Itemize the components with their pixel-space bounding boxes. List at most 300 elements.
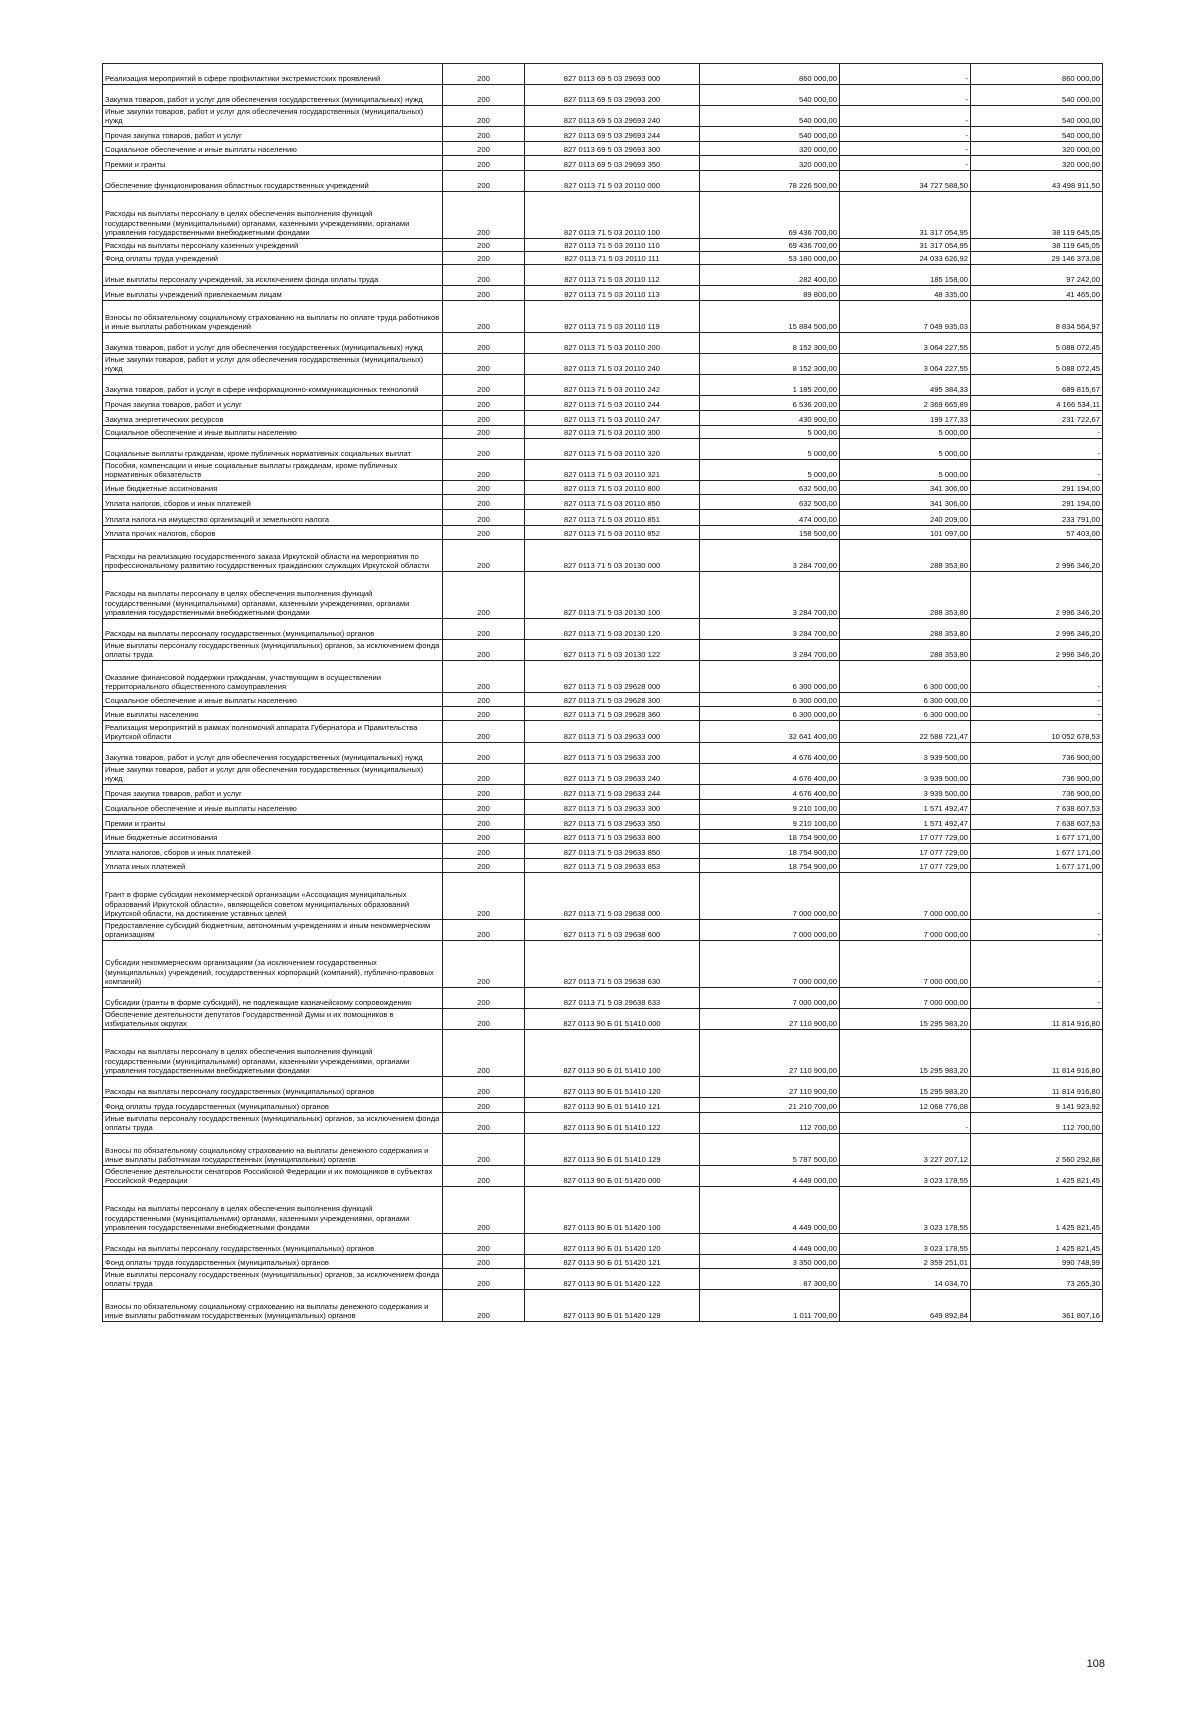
row-line-code: 200 (443, 439, 525, 460)
row-executed-amount: 31 317 054,95 (840, 239, 971, 252)
row-line-code: 200 (443, 764, 525, 785)
row-classification-code: 827 0113 71 5 03 29638 630 (525, 941, 700, 988)
row-executed-amount: 2 369 665,89 (840, 396, 971, 411)
row-line-code: 200 (443, 460, 525, 481)
row-classification-code: 827 0113 71 5 03 29633 800 (525, 830, 700, 844)
row-executed-amount: 3 939 500,00 (840, 743, 971, 764)
budget-table-body (103, 64, 1103, 1322)
row-executed-amount: 7 000 000,00 (840, 873, 971, 920)
row-unexecuted-amount: 291 194,00 (971, 481, 1103, 495)
row-approved-amount: 69 436 700,00 (700, 192, 840, 239)
row-classification-code: 827 0113 71 5 03 20110 244 (525, 396, 700, 411)
row-classification-code: 827 0113 71 5 03 29628 300 (525, 693, 700, 707)
row-unexecuted-amount: 291 194,00 (971, 495, 1103, 510)
row-name: Иные выплаты персоналу государственных (муниципальных) органов, за исключением фонда оплаты труда (103, 640, 443, 661)
row-classification-code: 827 0113 71 5 03 29633 244 (525, 785, 700, 800)
row-unexecuted-amount: 57 403,00 (971, 526, 1103, 540)
row-name: Реализация мероприятий в сфере профилактики экстремистских проявлений (103, 64, 443, 85)
row-name: Расходы на выплаты персоналу в целях обеспечения выполнения функций государственными (муниципальными) органами, казенными учреждениями, органами управления государственными внебюджетными фондами (103, 572, 443, 619)
row-approved-amount: 860 000,00 (700, 64, 840, 85)
row-line-code: 200 (443, 540, 525, 572)
row-executed-amount: - (840, 156, 971, 171)
row-unexecuted-amount: - (971, 693, 1103, 707)
row-executed-amount: - (840, 85, 971, 106)
row-executed-amount: 495 384,33 (840, 375, 971, 396)
row-unexecuted-amount: 231 722,67 (971, 411, 1103, 426)
row-line-code: 200 (443, 1113, 525, 1134)
row-name: Фонд оплаты труда государственных (муниципальных) органов (103, 1255, 443, 1269)
row-name: Уплата налогов, сборов и иных платежей (103, 495, 443, 510)
row-classification-code: 827 0113 90 Б 01 51420 000 (525, 1166, 700, 1187)
row-name: Расходы на выплаты персоналу государственных (муниципальных) органов (103, 1077, 443, 1098)
row-unexecuted-amount: - (971, 460, 1103, 481)
row-classification-code: 827 0113 71 5 03 29633 850 (525, 844, 700, 859)
row-executed-amount: 14 034,70 (840, 1269, 971, 1290)
row-name: Закупка энергетических ресурсов (103, 411, 443, 426)
row-executed-amount: - (840, 142, 971, 156)
row-line-code: 200 (443, 64, 525, 85)
row-classification-code: 827 0113 90 Б 01 51420 122 (525, 1269, 700, 1290)
row-classification-code: 827 0113 71 5 03 29633 350 (525, 815, 700, 830)
row-classification-code: 827 0113 90 Б 01 51410 100 (525, 1030, 700, 1077)
row-approved-amount: 7 000 000,00 (700, 873, 840, 920)
row-line-code: 200 (443, 106, 525, 127)
row-unexecuted-amount: 540 000,00 (971, 106, 1103, 127)
row-classification-code: 827 0113 90 Б 01 51410 121 (525, 1098, 700, 1113)
row-line-code: 200 (443, 510, 525, 526)
row-unexecuted-amount: - (971, 941, 1103, 988)
table-row (103, 1134, 1103, 1166)
row-classification-code: 827 0113 71 5 03 20110 119 (525, 301, 700, 333)
table-row (103, 1098, 1103, 1113)
row-unexecuted-amount: 2 996 346,20 (971, 619, 1103, 640)
row-unexecuted-amount: 11 814 916,80 (971, 1009, 1103, 1030)
row-approved-amount: 5 000,00 (700, 426, 840, 439)
table-row (103, 873, 1103, 920)
row-unexecuted-amount: 7 638 607,53 (971, 800, 1103, 815)
row-line-code: 200 (443, 859, 525, 873)
row-executed-amount: 17 077 729,00 (840, 830, 971, 844)
table-row (103, 439, 1103, 460)
row-approved-amount: 18 754 900,00 (700, 844, 840, 859)
row-classification-code: 827 0113 71 5 03 20110 113 (525, 286, 700, 301)
table-row (103, 495, 1103, 510)
row-executed-amount: 7 000 000,00 (840, 988, 971, 1009)
row-line-code: 200 (443, 286, 525, 301)
row-classification-code: 827 0113 71 5 03 20110 000 (525, 171, 700, 192)
row-classification-code: 827 0113 90 Б 01 51420 129 (525, 1290, 700, 1322)
row-line-code: 200 (443, 1234, 525, 1255)
row-executed-amount: 6 300 000,00 (840, 693, 971, 707)
row-line-code: 200 (443, 1255, 525, 1269)
row-unexecuted-amount: 2 560 292,88 (971, 1134, 1103, 1166)
row-classification-code: 827 0113 71 5 03 20110 240 (525, 354, 700, 375)
table-row (103, 941, 1103, 988)
row-name: Иные закупки товаров, работ и услуг для обеспечения государственных (муниципальных) нужд (103, 106, 443, 127)
row-approved-amount: 21 210 700,00 (700, 1098, 840, 1113)
row-classification-code: 827 0113 69 5 03 29693 244 (525, 127, 700, 142)
row-executed-amount: 15 295 983,20 (840, 1009, 971, 1030)
table-row (103, 286, 1103, 301)
row-executed-amount: 31 317 054,95 (840, 192, 971, 239)
row-unexecuted-amount: 2 996 346,20 (971, 640, 1103, 661)
row-classification-code: 827 0113 71 5 03 20110 111 (525, 252, 700, 265)
row-executed-amount: 7 000 000,00 (840, 941, 971, 988)
row-classification-code: 827 0113 71 5 03 29633 000 (525, 721, 700, 743)
row-unexecuted-amount: - (971, 873, 1103, 920)
row-classification-code: 827 0113 71 5 03 20110 300 (525, 426, 700, 439)
table-row (103, 844, 1103, 859)
row-approved-amount: 5 000,00 (700, 439, 840, 460)
row-line-code: 200 (443, 619, 525, 640)
row-approved-amount: 32 641 400,00 (700, 721, 840, 743)
row-line-code: 200 (443, 171, 525, 192)
row-approved-amount: 87 300,00 (700, 1269, 840, 1290)
row-line-code: 200 (443, 941, 525, 988)
row-approved-amount: 320 000,00 (700, 156, 840, 171)
row-approved-amount: 18 754 900,00 (700, 830, 840, 844)
row-line-code: 200 (443, 192, 525, 239)
row-unexecuted-amount: 2 996 346,20 (971, 572, 1103, 619)
row-name: Грант в форме субсидии некоммерческой организации «Ассоциация муниципальных образований Иркутской области», являющейся советом муниципальных образований Иркутской области, на достижение уставных целей (103, 873, 443, 920)
row-unexecuted-amount: 1 677 171,00 (971, 859, 1103, 873)
row-approved-amount: 632 500,00 (700, 481, 840, 495)
row-line-code: 200 (443, 721, 525, 743)
row-unexecuted-amount: 233 791,00 (971, 510, 1103, 526)
row-unexecuted-amount: 990 748,99 (971, 1255, 1103, 1269)
row-name: Расходы на выплаты персоналу государственных (муниципальных) органов (103, 619, 443, 640)
row-line-code: 200 (443, 815, 525, 830)
row-unexecuted-amount: 1 677 171,00 (971, 844, 1103, 859)
row-approved-amount: 4 449 000,00 (700, 1166, 840, 1187)
row-executed-amount: 288 353,80 (840, 572, 971, 619)
row-classification-code: 827 0113 71 5 03 29628 000 (525, 661, 700, 693)
row-name: Иные бюджетные ассигнования (103, 830, 443, 844)
row-line-code: 200 (443, 1098, 525, 1113)
row-line-code: 200 (443, 1269, 525, 1290)
row-name: Уплата прочих налогов, сборов (103, 526, 443, 540)
row-name: Прочая закупка товаров, работ и услуг (103, 127, 443, 142)
row-executed-amount: 3 064 227,55 (840, 354, 971, 375)
table-row (103, 64, 1103, 85)
row-classification-code: 827 0113 71 5 03 20110 321 (525, 460, 700, 481)
row-classification-code: 827 0113 71 5 03 29628 360 (525, 707, 700, 721)
row-executed-amount: - (840, 127, 971, 142)
row-approved-amount: 320 000,00 (700, 142, 840, 156)
row-classification-code: 827 0113 90 Б 01 51410 000 (525, 1009, 700, 1030)
row-name: Расходы на выплаты персоналу в целях обеспечения выполнения функций государственными (муниципальными) органами, казенными учреждениями, органами управления государственными внебюджетными фондами (103, 192, 443, 239)
row-name: Премии и гранты (103, 815, 443, 830)
row-approved-amount: 430 900,00 (700, 411, 840, 426)
row-unexecuted-amount: 4 166 534,11 (971, 396, 1103, 411)
row-approved-amount: 5 787 500,00 (700, 1134, 840, 1166)
row-name: Расходы на выплаты персоналу казенных учреждений (103, 239, 443, 252)
row-unexecuted-amount: 11 814 916,80 (971, 1030, 1103, 1077)
row-name: Прочая закупка товаров, работ и услуг (103, 396, 443, 411)
row-line-code: 200 (443, 156, 525, 171)
row-executed-amount: 1 571 492,47 (840, 800, 971, 815)
row-classification-code: 827 0113 71 5 03 20110 851 (525, 510, 700, 526)
row-classification-code: 827 0113 71 5 03 29633 300 (525, 800, 700, 815)
row-line-code: 200 (443, 844, 525, 859)
row-name: Расходы на выплаты персоналу в целях обеспечения выполнения функций государственными (муниципальными) органами, казенными учреждениями, органами управления государственными внебюджетными фондами (103, 1030, 443, 1077)
row-classification-code: 827 0113 71 5 03 20110 100 (525, 192, 700, 239)
row-executed-amount: 3 023 178,55 (840, 1187, 971, 1234)
row-unexecuted-amount: 320 000,00 (971, 142, 1103, 156)
row-name: Обеспечение функционирования областных государственных учреждений (103, 171, 443, 192)
table-row (103, 920, 1103, 941)
row-executed-amount: 48 335,00 (840, 286, 971, 301)
row-line-code: 200 (443, 1030, 525, 1077)
row-classification-code: 827 0113 69 5 03 29693 350 (525, 156, 700, 171)
row-executed-amount: - (840, 106, 971, 127)
row-approved-amount: 3 350 000,00 (700, 1255, 840, 1269)
row-name: Иные закупки товаров, работ и услуг для обеспечения государственных (муниципальных) нужд (103, 764, 443, 785)
row-name: Социальные выплаты гражданам, кроме публичных нормативных социальных выплат (103, 439, 443, 460)
row-name: Уплата иных платежей (103, 859, 443, 873)
table-row (103, 127, 1103, 142)
row-executed-amount: 5 000,00 (840, 426, 971, 439)
row-approved-amount: 4 676 400,00 (700, 785, 840, 800)
row-executed-amount: 3 939 500,00 (840, 764, 971, 785)
row-classification-code: 827 0113 71 5 03 20130 100 (525, 572, 700, 619)
table-row (103, 265, 1103, 286)
row-approved-amount: 112 700,00 (700, 1113, 840, 1134)
table-row (103, 988, 1103, 1009)
row-approved-amount: 7 000 000,00 (700, 941, 840, 988)
row-classification-code: 827 0113 71 5 03 20110 852 (525, 526, 700, 540)
row-classification-code: 827 0113 71 5 03 20110 110 (525, 239, 700, 252)
row-name: Обеспечение деятельности сенаторов Российской Федерации и их помощников в субъектах Российской Федерации (103, 1166, 443, 1187)
table-row (103, 1166, 1103, 1187)
row-executed-amount: 6 300 000,00 (840, 707, 971, 721)
table-row (103, 85, 1103, 106)
table-row (103, 800, 1103, 815)
row-executed-amount: 15 295 983,20 (840, 1030, 971, 1077)
row-unexecuted-amount: 112 700,00 (971, 1113, 1103, 1134)
row-executed-amount: 288 353,80 (840, 619, 971, 640)
row-executed-amount: 5 000,00 (840, 439, 971, 460)
row-name: Закупка товаров, работ и услуг в сфере информационно-коммуникационных технологий (103, 375, 443, 396)
row-executed-amount: 17 077 729,00 (840, 859, 971, 873)
table-row (103, 1030, 1103, 1077)
row-line-code: 200 (443, 495, 525, 510)
row-line-code: 200 (443, 301, 525, 333)
row-line-code: 200 (443, 830, 525, 844)
row-unexecuted-amount: 10 052 678,53 (971, 721, 1103, 743)
row-line-code: 200 (443, 333, 525, 354)
row-classification-code: 827 0113 71 5 03 29638 000 (525, 873, 700, 920)
row-name: Взносы по обязательному социальному страхованию на выплаты по оплате труда работников и иные выплаты работникам учреждений (103, 301, 443, 333)
row-classification-code: 827 0113 71 5 03 20110 112 (525, 265, 700, 286)
table-row (103, 510, 1103, 526)
row-classification-code: 827 0113 90 Б 01 51410 129 (525, 1134, 700, 1166)
row-classification-code: 827 0113 71 5 03 20110 850 (525, 495, 700, 510)
row-approved-amount: 3 284 700,00 (700, 540, 840, 572)
row-unexecuted-amount: 540 000,00 (971, 85, 1103, 106)
row-unexecuted-amount: 41 465,00 (971, 286, 1103, 301)
row-executed-amount: 101 097,00 (840, 526, 971, 540)
row-classification-code: 827 0113 90 Б 01 51420 121 (525, 1255, 700, 1269)
row-classification-code: 827 0113 71 5 03 20110 320 (525, 439, 700, 460)
table-row (103, 1290, 1103, 1322)
table-row (103, 1234, 1103, 1255)
row-unexecuted-amount: 689 815,67 (971, 375, 1103, 396)
row-approved-amount: 540 000,00 (700, 85, 840, 106)
row-line-code: 200 (443, 396, 525, 411)
row-approved-amount: 1 011 700,00 (700, 1290, 840, 1322)
row-unexecuted-amount: - (971, 707, 1103, 721)
row-approved-amount: 27 110 900,00 (700, 1077, 840, 1098)
row-executed-amount: 24 033 626,92 (840, 252, 971, 265)
row-executed-amount: 34 727 588,50 (840, 171, 971, 192)
row-name: Субсидии некоммерческим организациям (за исключением государственных (муниципальных) учреждений, государственных корпораций (компаний), публично-правовых компаний) (103, 941, 443, 988)
table-row (103, 1077, 1103, 1098)
table-row (103, 301, 1103, 333)
row-executed-amount: 3 064 227,55 (840, 333, 971, 354)
row-name: Расходы на реализацию государственного заказа Иркутской области на мероприятия по профессиональному развитию государственных гражданских служащих Иркутской области (103, 540, 443, 572)
row-executed-amount: 288 353,80 (840, 540, 971, 572)
row-approved-amount: 4 449 000,00 (700, 1234, 840, 1255)
row-unexecuted-amount: 736 900,00 (971, 764, 1103, 785)
row-classification-code: 827 0113 90 Б 01 51420 100 (525, 1187, 700, 1234)
row-approved-amount: 540 000,00 (700, 106, 840, 127)
row-executed-amount: 3 023 178,55 (840, 1234, 971, 1255)
row-classification-code: 827 0113 90 Б 01 51410 122 (525, 1113, 700, 1134)
row-line-code: 200 (443, 481, 525, 495)
row-classification-code: 827 0113 69 5 03 29693 240 (525, 106, 700, 127)
row-line-code: 200 (443, 572, 525, 619)
row-unexecuted-amount: 736 900,00 (971, 743, 1103, 764)
table-row (103, 426, 1103, 439)
table-row (103, 375, 1103, 396)
row-name: Уплата налога на имущество организаций и земельного налога (103, 510, 443, 526)
row-approved-amount: 6 300 000,00 (700, 707, 840, 721)
row-name: Иные выплаты персоналу государственных (муниципальных) органов, за исключением фонда оплаты труда (103, 1113, 443, 1134)
row-name: Пособия, компенсации и иные социальные выплаты гражданам, кроме публичных нормативных обязательств (103, 460, 443, 481)
row-executed-amount: - (840, 64, 971, 85)
row-unexecuted-amount: 1 425 821,45 (971, 1166, 1103, 1187)
row-approved-amount: 27 110 900,00 (700, 1030, 840, 1077)
table-row (103, 239, 1103, 252)
row-line-code: 200 (443, 1134, 525, 1166)
row-line-code: 200 (443, 743, 525, 764)
table-row (103, 460, 1103, 481)
row-approved-amount: 1 185 200,00 (700, 375, 840, 396)
row-approved-amount: 158 500,00 (700, 526, 840, 540)
table-row (103, 156, 1103, 171)
row-name: Социальное обеспечение и иные выплаты населению (103, 426, 443, 439)
row-unexecuted-amount: 860 000,00 (971, 64, 1103, 85)
row-classification-code: 827 0113 71 5 03 20130 000 (525, 540, 700, 572)
row-unexecuted-amount: 11 814 916,80 (971, 1077, 1103, 1098)
row-unexecuted-amount: 1 677 171,00 (971, 830, 1103, 844)
page-number: 108 (1086, 1658, 1105, 1670)
row-classification-code: 827 0113 71 5 03 20130 120 (525, 619, 700, 640)
row-unexecuted-amount: 361 807,16 (971, 1290, 1103, 1322)
row-line-code: 200 (443, 85, 525, 106)
row-approved-amount: 3 284 700,00 (700, 619, 840, 640)
row-name: Социальное обеспечение и иные выплаты населению (103, 693, 443, 707)
row-classification-code: 827 0113 71 5 03 20110 800 (525, 481, 700, 495)
row-name: Взносы по обязательному социальному страхованию на выплаты денежного содержания и иные выплаты работникам государственных (муниципальных) органов (103, 1134, 443, 1166)
row-classification-code: 827 0113 71 5 03 20110 247 (525, 411, 700, 426)
row-approved-amount: 69 436 700,00 (700, 239, 840, 252)
row-line-code: 200 (443, 426, 525, 439)
row-executed-amount: 1 571 492,47 (840, 815, 971, 830)
row-line-code: 200 (443, 1077, 525, 1098)
row-unexecuted-amount: - (971, 661, 1103, 693)
table-row (103, 526, 1103, 540)
row-classification-code: 827 0113 71 5 03 20110 200 (525, 333, 700, 354)
table-row (103, 721, 1103, 743)
row-unexecuted-amount: - (971, 988, 1103, 1009)
row-classification-code: 827 0113 71 5 03 29633 853 (525, 859, 700, 873)
row-unexecuted-amount: 38 119 645,05 (971, 239, 1103, 252)
row-unexecuted-amount: 5 088 072,45 (971, 333, 1103, 354)
row-executed-amount: 3 023 178,55 (840, 1166, 971, 1187)
row-name: Иные бюджетные ассигнования (103, 481, 443, 495)
row-line-code: 200 (443, 1009, 525, 1030)
row-unexecuted-amount: - (971, 439, 1103, 460)
table-row (103, 396, 1103, 411)
row-approved-amount: 27 110 900,00 (700, 1009, 840, 1030)
table-row (103, 707, 1103, 721)
row-line-code: 200 (443, 127, 525, 142)
table-row (103, 1255, 1103, 1269)
row-approved-amount: 632 500,00 (700, 495, 840, 510)
row-line-code: 200 (443, 375, 525, 396)
row-line-code: 200 (443, 988, 525, 1009)
row-approved-amount: 282 400,00 (700, 265, 840, 286)
table-row (103, 354, 1103, 375)
row-executed-amount: 7 000 000,00 (840, 920, 971, 941)
table-row (103, 1113, 1103, 1134)
row-executed-amount: 3 939 500,00 (840, 785, 971, 800)
table-row (103, 693, 1103, 707)
table-row (103, 619, 1103, 640)
row-executed-amount: 5 000,00 (840, 460, 971, 481)
row-executed-amount: 15 295 983,20 (840, 1077, 971, 1098)
row-classification-code: 827 0113 71 5 03 29633 200 (525, 743, 700, 764)
row-name: Фонд оплаты труда учреждений (103, 252, 443, 265)
row-name: Взносы по обязательному социальному страхованию на выплаты денежного содержания и иные выплаты работникам государственных (муниципальных) органов (103, 1290, 443, 1322)
row-approved-amount: 6 300 000,00 (700, 693, 840, 707)
row-unexecuted-amount: 73 265,30 (971, 1269, 1103, 1290)
row-unexecuted-amount: 43 498 911,50 (971, 171, 1103, 192)
row-name: Реализация мероприятий в рамках полномочий аппарата Губернатора и Правительства Иркутской области (103, 721, 443, 743)
row-executed-amount: 649 892,84 (840, 1290, 971, 1322)
row-name: Субсидии (гранты в форме субсидий), не подлежащие казначейскому сопровождению (103, 988, 443, 1009)
table-row (103, 1187, 1103, 1234)
row-line-code: 200 (443, 239, 525, 252)
table-row (103, 252, 1103, 265)
row-name: Премии и гранты (103, 156, 443, 171)
row-executed-amount: 3 227 207,12 (840, 1134, 971, 1166)
row-approved-amount: 5 000,00 (700, 460, 840, 481)
row-approved-amount: 7 000 000,00 (700, 988, 840, 1009)
table-row (103, 481, 1103, 495)
row-name: Иные выплаты персоналу учреждений, за исключением фонда оплаты труда (103, 265, 443, 286)
row-name: Социальное обеспечение и иные выплаты населению (103, 800, 443, 815)
row-line-code: 200 (443, 693, 525, 707)
row-line-code: 200 (443, 142, 525, 156)
budget-table (102, 63, 1103, 1322)
row-executed-amount: 22 588 721,47 (840, 721, 971, 743)
row-approved-amount: 15 884 500,00 (700, 301, 840, 333)
row-name: Уплата налогов, сборов и иных платежей (103, 844, 443, 859)
row-line-code: 200 (443, 1290, 525, 1322)
